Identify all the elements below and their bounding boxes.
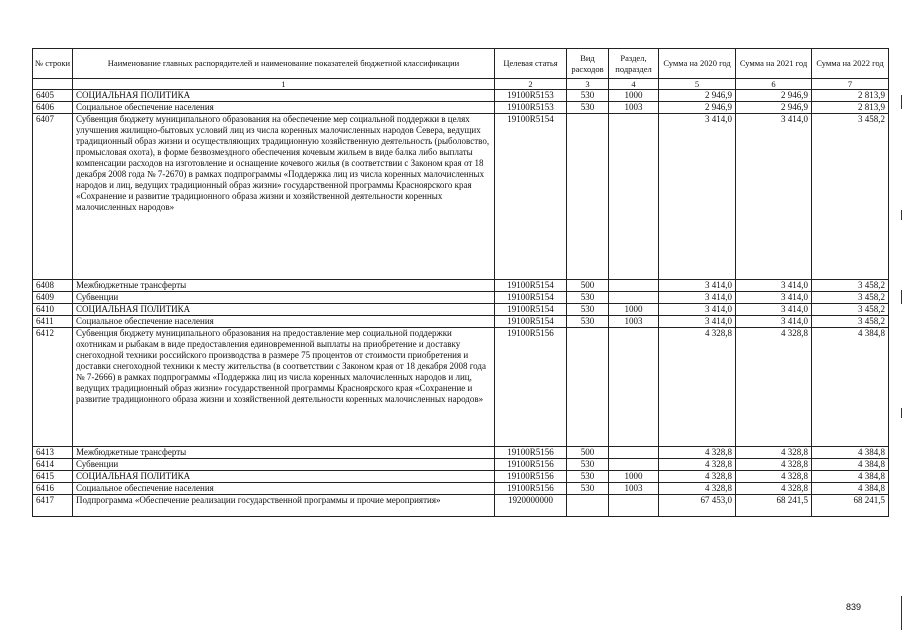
row-expense-type — [567, 328, 609, 447]
row-sum-2021: 4 328,8 — [736, 459, 812, 471]
row-sum-2022: 4 384,8 — [812, 459, 889, 471]
row-name: Межбюджетные трансферты — [73, 280, 495, 292]
row-name: Социальное обеспечение населения — [73, 102, 495, 114]
row-sum-2021: 3 414,0 — [736, 280, 812, 292]
table-header-row — [33, 49, 889, 79]
row-name: Субвенция бюджету муниципального образования на обеспечение мер социальной поддержки в целях улучшения жилищно-бытовых условий лиц из числа коренных малочисленных народов Севера, ведущих традиционный образ жизни и осуществляющих традиционную хозяйственную деятельность (рыболовство, промысловая охота), в форме безвозмездного обеспечения кочевым жильем в виде балка либо выплаты компенсации расходов на изготовление и оснащение кочевого жилья (в соответствии с Законом края от 18 декабря 2008 года № 7-2670) в рамках подпрограммы «Поддержка лиц из числа коренных малочисленных народов и лиц, ведущих традиционный образ жизни» государственной программы Красноярского края «Сохранение и развитие традиционного образа жизни и хозяйственной деятельности коренных малочисленных народов» — [73, 114, 495, 280]
row-sum-2022: 3 458,2 — [812, 304, 889, 316]
row-number: 6413 — [33, 447, 73, 459]
table-row — [33, 328, 889, 447]
row-name: Межбюджетные трансферты — [73, 447, 495, 459]
row-sum-2022: 4 384,8 — [812, 447, 889, 459]
header-name: Наименование главных распорядителей и наименование показателей бюджетной классификации — [73, 49, 495, 79]
row-name: Субвенция бюджету муниципального образования на предоставление мер социальной поддержки охотникам и рыбакам в виде предоставления единовременной выплаты на приобретение и доставку снегоходной техники российского производства в размере 75 процентов от стоимости приобретения и доставки снегоходной техники к месту жительства (в соответствии с Законом края от 18 декабря 2008 года № 7-2666) в рамках подпрограммы «Поддержка лиц из числа коренных малочисленных народов и лиц, ведущих традиционный образ жизни» государственной программы Красноярского края «Сохранение и развитие традиционного образа жизни и хозяйственной деятельности коренных малочисленных народов» — [73, 328, 495, 447]
row-target-code: 19100R5153 — [495, 90, 567, 102]
row-number: 6412 — [33, 328, 73, 447]
table-row — [33, 495, 889, 517]
row-expense-type: 530 — [567, 90, 609, 102]
row-section: 1003 — [609, 102, 659, 114]
row-expense-type: 530 — [567, 471, 609, 483]
row-number: 6410 — [33, 304, 73, 316]
row-sum-2022: 3 458,2 — [812, 292, 889, 304]
row-sum-2021: 4 328,8 — [736, 483, 812, 495]
table-row — [33, 471, 889, 483]
row-sum-2021: 2 946,9 — [736, 90, 812, 102]
table-row — [33, 316, 889, 328]
row-target-code: 19100R5153 — [495, 102, 567, 114]
row-sum-2020: 3 414,0 — [659, 316, 736, 328]
row-name: СОЦИАЛЬНАЯ ПОЛИТИКА — [73, 471, 495, 483]
row-number: 6417 — [33, 495, 73, 517]
header-target-article: Целевая статья — [495, 49, 567, 79]
row-target-code: 19100R5156 — [495, 483, 567, 495]
row-sum-2021: 68 241,5 — [736, 495, 812, 517]
table-row — [33, 459, 889, 471]
column-number-row — [33, 79, 889, 90]
column-number: 3 — [567, 79, 609, 90]
row-sum-2021: 3 414,0 — [736, 292, 812, 304]
row-target-code: 1920000000 — [495, 495, 567, 517]
row-expense-type: 500 — [567, 280, 609, 292]
column-number — [33, 79, 73, 90]
row-section — [609, 459, 659, 471]
row-section: 1003 — [609, 316, 659, 328]
row-name: Субвенции — [73, 292, 495, 304]
row-sum-2022: 4 384,8 — [812, 328, 889, 447]
row-number: 6409 — [33, 292, 73, 304]
page-number: 839 — [846, 602, 862, 612]
row-sum-2021: 4 328,8 — [736, 471, 812, 483]
row-number: 6408 — [33, 280, 73, 292]
budget-table — [32, 48, 889, 517]
row-sum-2020: 3 414,0 — [659, 280, 736, 292]
row-section — [609, 328, 659, 447]
table-row — [33, 102, 889, 114]
row-target-code: 19100R5154 — [495, 316, 567, 328]
row-expense-type: 530 — [567, 292, 609, 304]
scan-edge-mark — [901, 210, 902, 220]
scan-edge-mark — [901, 95, 902, 109]
row-name: Субвенции — [73, 459, 495, 471]
row-name: Социальное обеспечение населения — [73, 316, 495, 328]
scan-edge-mark — [901, 408, 902, 418]
row-section — [609, 114, 659, 280]
table-row — [33, 304, 889, 316]
row-number: 6405 — [33, 90, 73, 102]
row-sum-2020: 4 328,8 — [659, 483, 736, 495]
row-sum-2021: 2 946,9 — [736, 102, 812, 114]
row-section — [609, 292, 659, 304]
header-row-number: № строки — [33, 49, 73, 79]
row-section: 1000 — [609, 471, 659, 483]
row-target-code: 19100R5154 — [495, 114, 567, 280]
row-expense-type: 530 — [567, 304, 609, 316]
table-row — [33, 90, 889, 102]
column-number: 6 — [736, 79, 812, 90]
row-sum-2022: 3 458,2 — [812, 280, 889, 292]
row-sum-2020: 67 453,0 — [659, 495, 736, 517]
row-sum-2022: 4 384,8 — [812, 471, 889, 483]
row-number: 6406 — [33, 102, 73, 114]
row-sum-2022: 3 458,2 — [812, 316, 889, 328]
row-sum-2021: 4 328,8 — [736, 328, 812, 447]
row-number: 6411 — [33, 316, 73, 328]
row-expense-type — [567, 495, 609, 517]
row-number: 6414 — [33, 459, 73, 471]
table-row — [33, 292, 889, 304]
column-number: 4 — [609, 79, 659, 90]
row-expense-type: 530 — [567, 459, 609, 471]
header-sum-2022: Сумма на 2022 год — [812, 49, 889, 79]
row-sum-2022: 4 384,8 — [812, 483, 889, 495]
row-sum-2020: 4 328,8 — [659, 328, 736, 447]
row-sum-2020: 4 328,8 — [659, 459, 736, 471]
row-section — [609, 447, 659, 459]
row-sum-2020: 2 946,9 — [659, 102, 736, 114]
row-target-code: 19100R5156 — [495, 471, 567, 483]
row-expense-type: 500 — [567, 447, 609, 459]
header-expense-type: Вид расходов — [567, 49, 609, 79]
row-target-code: 19100R5154 — [495, 304, 567, 316]
column-number: 7 — [812, 79, 889, 90]
row-sum-2021: 3 414,0 — [736, 114, 812, 280]
row-expense-type: 530 — [567, 483, 609, 495]
row-sum-2022: 2 813,9 — [812, 102, 889, 114]
table-row — [33, 447, 889, 459]
row-section: 1000 — [609, 90, 659, 102]
row-expense-type: 530 — [567, 316, 609, 328]
row-sum-2022: 2 813,9 — [812, 90, 889, 102]
row-expense-type: 530 — [567, 102, 609, 114]
row-sum-2020: 2 946,9 — [659, 90, 736, 102]
row-target-code: 19100R5156 — [495, 447, 567, 459]
row-name: СОЦИАЛЬНАЯ ПОЛИТИКА — [73, 304, 495, 316]
table-row — [33, 280, 889, 292]
row-sum-2020: 4 328,8 — [659, 471, 736, 483]
row-name: Социальное обеспечение населения — [73, 483, 495, 495]
scan-edge-mark — [901, 596, 902, 630]
row-sum-2022: 3 458,2 — [812, 114, 889, 280]
row-section — [609, 495, 659, 517]
row-section: 1003 — [609, 483, 659, 495]
row-sum-2022: 68 241,5 — [812, 495, 889, 517]
header-sum-2020: Сумма на 2020 год — [659, 49, 736, 79]
column-number: 2 — [495, 79, 567, 90]
row-section — [609, 280, 659, 292]
row-target-code: 19100R5154 — [495, 292, 567, 304]
row-name: Подпрограмма «Обеспечение реализации государственной программы и прочие мероприятия» — [73, 495, 495, 517]
row-sum-2021: 4 328,8 — [736, 447, 812, 459]
row-section: 1000 — [609, 304, 659, 316]
row-name: СОЦИАЛЬНАЯ ПОЛИТИКА — [73, 90, 495, 102]
row-sum-2021: 3 414,0 — [736, 316, 812, 328]
row-sum-2021: 3 414,0 — [736, 304, 812, 316]
row-target-code: 19100R5156 — [495, 328, 567, 447]
column-number: 5 — [659, 79, 736, 90]
header-section: Раздел, подраздел — [609, 49, 659, 79]
row-target-code: 19100R5156 — [495, 459, 567, 471]
row-expense-type — [567, 114, 609, 280]
row-sum-2020: 3 414,0 — [659, 304, 736, 316]
column-number: 1 — [73, 79, 495, 90]
row-sum-2020: 3 414,0 — [659, 114, 736, 280]
row-number: 6415 — [33, 471, 73, 483]
header-sum-2021: Сумма на 2021 год — [736, 49, 812, 79]
scan-edge-mark — [901, 290, 902, 304]
table-row — [33, 114, 889, 280]
table-row — [33, 483, 889, 495]
row-sum-2020: 4 328,8 — [659, 447, 736, 459]
row-number: 6407 — [33, 114, 73, 280]
row-target-code: 19100R5154 — [495, 280, 567, 292]
row-number: 6416 — [33, 483, 73, 495]
row-sum-2020: 3 414,0 — [659, 292, 736, 304]
